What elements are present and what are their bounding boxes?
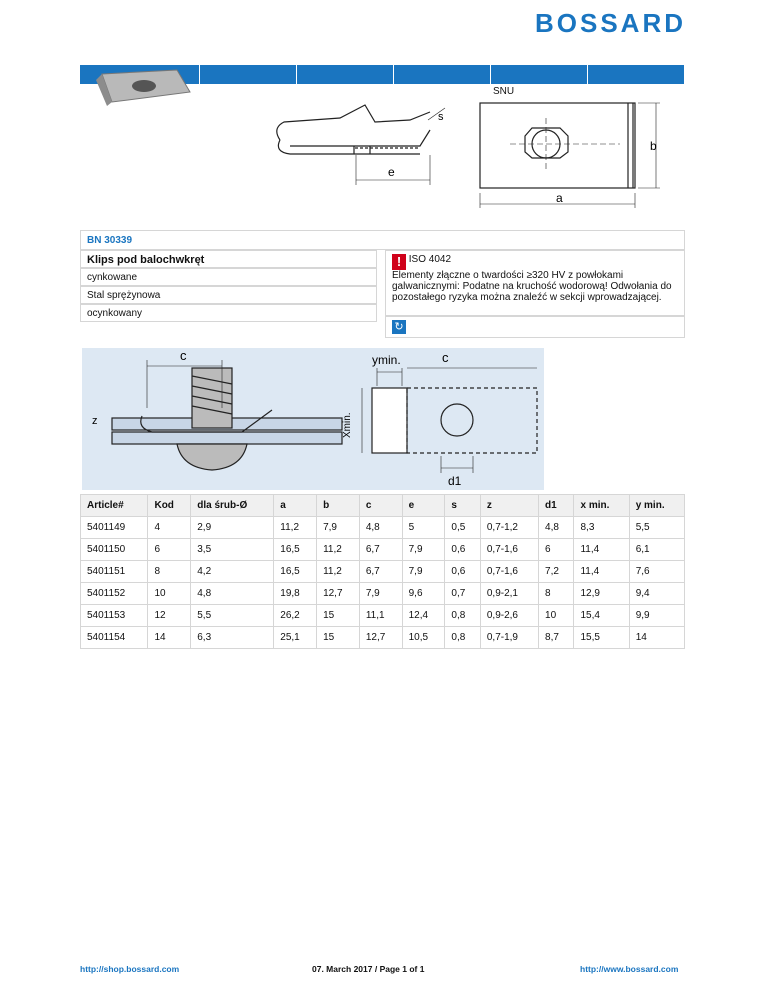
col-kod: Kod xyxy=(148,495,191,517)
table-cell: 5401152 xyxy=(81,583,148,605)
table-cell: 11,2 xyxy=(317,561,360,583)
col-b: b xyxy=(317,495,360,517)
table-cell: 26,2 xyxy=(274,605,317,627)
installation-drawing xyxy=(82,348,544,490)
refresh-row xyxy=(385,316,685,338)
table-cell: 6,3 xyxy=(191,627,274,649)
table-row xyxy=(81,539,685,561)
table-cell: 7,9 xyxy=(359,583,402,605)
table-cell: 8,7 xyxy=(539,627,574,649)
table-cell: 15,5 xyxy=(574,627,629,649)
table-cell: 0,5 xyxy=(445,517,480,539)
col-xmin: x min. xyxy=(574,495,629,517)
table-cell: 7,6 xyxy=(629,561,684,583)
iso-standard: ISO 4042 xyxy=(408,254,452,265)
col-article: Article# xyxy=(81,495,148,517)
table-cell: 0,7-1,2 xyxy=(480,517,538,539)
table-cell: 9,6 xyxy=(402,583,445,605)
dim-xmin: Xmin. xyxy=(342,412,353,438)
col-d1: d1 xyxy=(539,495,574,517)
table-cell: 12,4 xyxy=(402,605,445,627)
table-row xyxy=(81,605,685,627)
footer-www-link[interactable] xyxy=(580,964,678,974)
table-cell: 9,9 xyxy=(629,605,684,627)
table-cell: 2,9 xyxy=(191,517,274,539)
col-z: z xyxy=(480,495,538,517)
side-view-drawing xyxy=(270,100,450,195)
warning-text: Elementy złączne o twardości ≥320 HV z powłokami galwanicznymi: Podatne na kruchość wodorową! Odwołania do pozostałego ryzyka można znaleźć w sekcji wprowadzającej. xyxy=(392,270,672,303)
product-photo xyxy=(82,62,192,108)
dim-a: a xyxy=(556,191,563,205)
table-cell: 12,7 xyxy=(317,583,360,605)
table-cell: 6 xyxy=(148,539,191,561)
col-a: a xyxy=(274,495,317,517)
table-cell: 14 xyxy=(629,627,684,649)
dim-s: s xyxy=(438,111,444,123)
table-cell: 15,4 xyxy=(574,605,629,627)
table-cell: 0,6 xyxy=(445,539,480,561)
table-cell: 6,7 xyxy=(359,561,402,583)
table-cell: 10 xyxy=(148,583,191,605)
table-cell: 4,8 xyxy=(539,517,574,539)
table-cell: 10 xyxy=(539,605,574,627)
table-cell: 0,9-2,1 xyxy=(480,583,538,605)
dim-ymin: ymin. xyxy=(372,353,401,367)
table-cell: 12,9 xyxy=(574,583,629,605)
table-cell: 10,5 xyxy=(402,627,445,649)
dim-z: z xyxy=(92,415,98,427)
table-cell: 8,3 xyxy=(574,517,629,539)
table-cell: 5401151 xyxy=(81,561,148,583)
table-cell: 14 xyxy=(148,627,191,649)
table-cell: 15 xyxy=(317,605,360,627)
table-cell: 0,7-1,6 xyxy=(480,539,538,561)
table-cell: 0,7-1,9 xyxy=(480,627,538,649)
table-cell: 7,2 xyxy=(539,561,574,583)
attribute-2: Stal sprężynowa xyxy=(80,286,377,304)
table-cell: 11,2 xyxy=(274,517,317,539)
attribute-3: ocynkowany xyxy=(80,304,377,322)
bossard-logo: BOSSARD xyxy=(535,8,687,38)
table-row xyxy=(81,583,685,605)
col-ymin: y min. xyxy=(629,495,684,517)
table-cell: 19,8 xyxy=(274,583,317,605)
footer-date-page: 07. March 2017 / Page 1 of 1 xyxy=(312,964,425,974)
table-cell: 12,7 xyxy=(359,627,402,649)
table-cell: 7,9 xyxy=(402,539,445,561)
table-cell: 5401150 xyxy=(81,539,148,561)
table-cell: 8 xyxy=(539,583,574,605)
table-cell: 15 xyxy=(317,627,360,649)
top-view-drawing xyxy=(470,98,670,213)
table-cell: 5,5 xyxy=(629,517,684,539)
warning-box xyxy=(385,250,685,316)
table-cell: 16,5 xyxy=(274,561,317,583)
footer-shop-link[interactable] xyxy=(80,964,179,974)
col-screw-diameter: dla śrub-Ø xyxy=(191,495,274,517)
table-cell: 0,8 xyxy=(445,605,480,627)
dim-b: b xyxy=(650,139,657,153)
model-label: SNU xyxy=(493,86,515,97)
product-name: Klips pod balochwkręt xyxy=(80,250,377,268)
table-row xyxy=(81,561,685,583)
table-cell: 16,5 xyxy=(274,539,317,561)
article-table xyxy=(80,494,685,649)
table-cell: 6,7 xyxy=(359,539,402,561)
col-e: e xyxy=(402,495,445,517)
dim-d1: d1 xyxy=(448,474,462,488)
table-cell: 6,1 xyxy=(629,539,684,561)
shop-link[interactable]: http://shop.bossard.com xyxy=(80,964,180,974)
table-cell: 11,4 xyxy=(574,561,629,583)
table-cell: 5 xyxy=(402,517,445,539)
table-cell: 6 xyxy=(539,539,574,561)
table-row xyxy=(81,517,685,539)
table-cell: 11,4 xyxy=(574,539,629,561)
table-header-row xyxy=(81,495,685,517)
warning-icon: ! xyxy=(392,254,406,270)
table-row xyxy=(81,627,685,649)
table-cell: 4,8 xyxy=(191,583,274,605)
col-c: c xyxy=(359,495,402,517)
table-cell: 11,2 xyxy=(317,539,360,561)
refresh-icon[interactable]: ↻ xyxy=(392,320,406,334)
bn-number: BN 30339 xyxy=(80,230,685,250)
table-cell: 0,7-1,6 xyxy=(480,561,538,583)
col-s: s xyxy=(445,495,480,517)
www-link[interactable]: http://www.bossard.com xyxy=(580,964,679,974)
table-cell: 12 xyxy=(148,605,191,627)
dim-e: e xyxy=(388,165,395,179)
table-cell: 5401153 xyxy=(81,605,148,627)
table-cell: 0,9-2,6 xyxy=(480,605,538,627)
table-cell: 4 xyxy=(148,517,191,539)
dim-c-right: c xyxy=(442,350,449,365)
table-cell: 0,6 xyxy=(445,561,480,583)
table-cell: 4,2 xyxy=(191,561,274,583)
table-cell: 5401154 xyxy=(81,627,148,649)
attribute-1: cynkowane xyxy=(80,268,377,286)
table-cell: 7,9 xyxy=(402,561,445,583)
table-cell: 8 xyxy=(148,561,191,583)
table-cell: 11,1 xyxy=(359,605,402,627)
table-cell: 0,7 xyxy=(445,583,480,605)
table-cell: 7,9 xyxy=(317,517,360,539)
table-cell: 25,1 xyxy=(274,627,317,649)
dim-c-left: c xyxy=(180,348,187,363)
table-cell: 5401149 xyxy=(81,517,148,539)
table-cell: 0,8 xyxy=(445,627,480,649)
table-cell: 9,4 xyxy=(629,583,684,605)
table-cell: 4,8 xyxy=(359,517,402,539)
table-cell: 5,5 xyxy=(191,605,274,627)
table-cell: 3,5 xyxy=(191,539,274,561)
